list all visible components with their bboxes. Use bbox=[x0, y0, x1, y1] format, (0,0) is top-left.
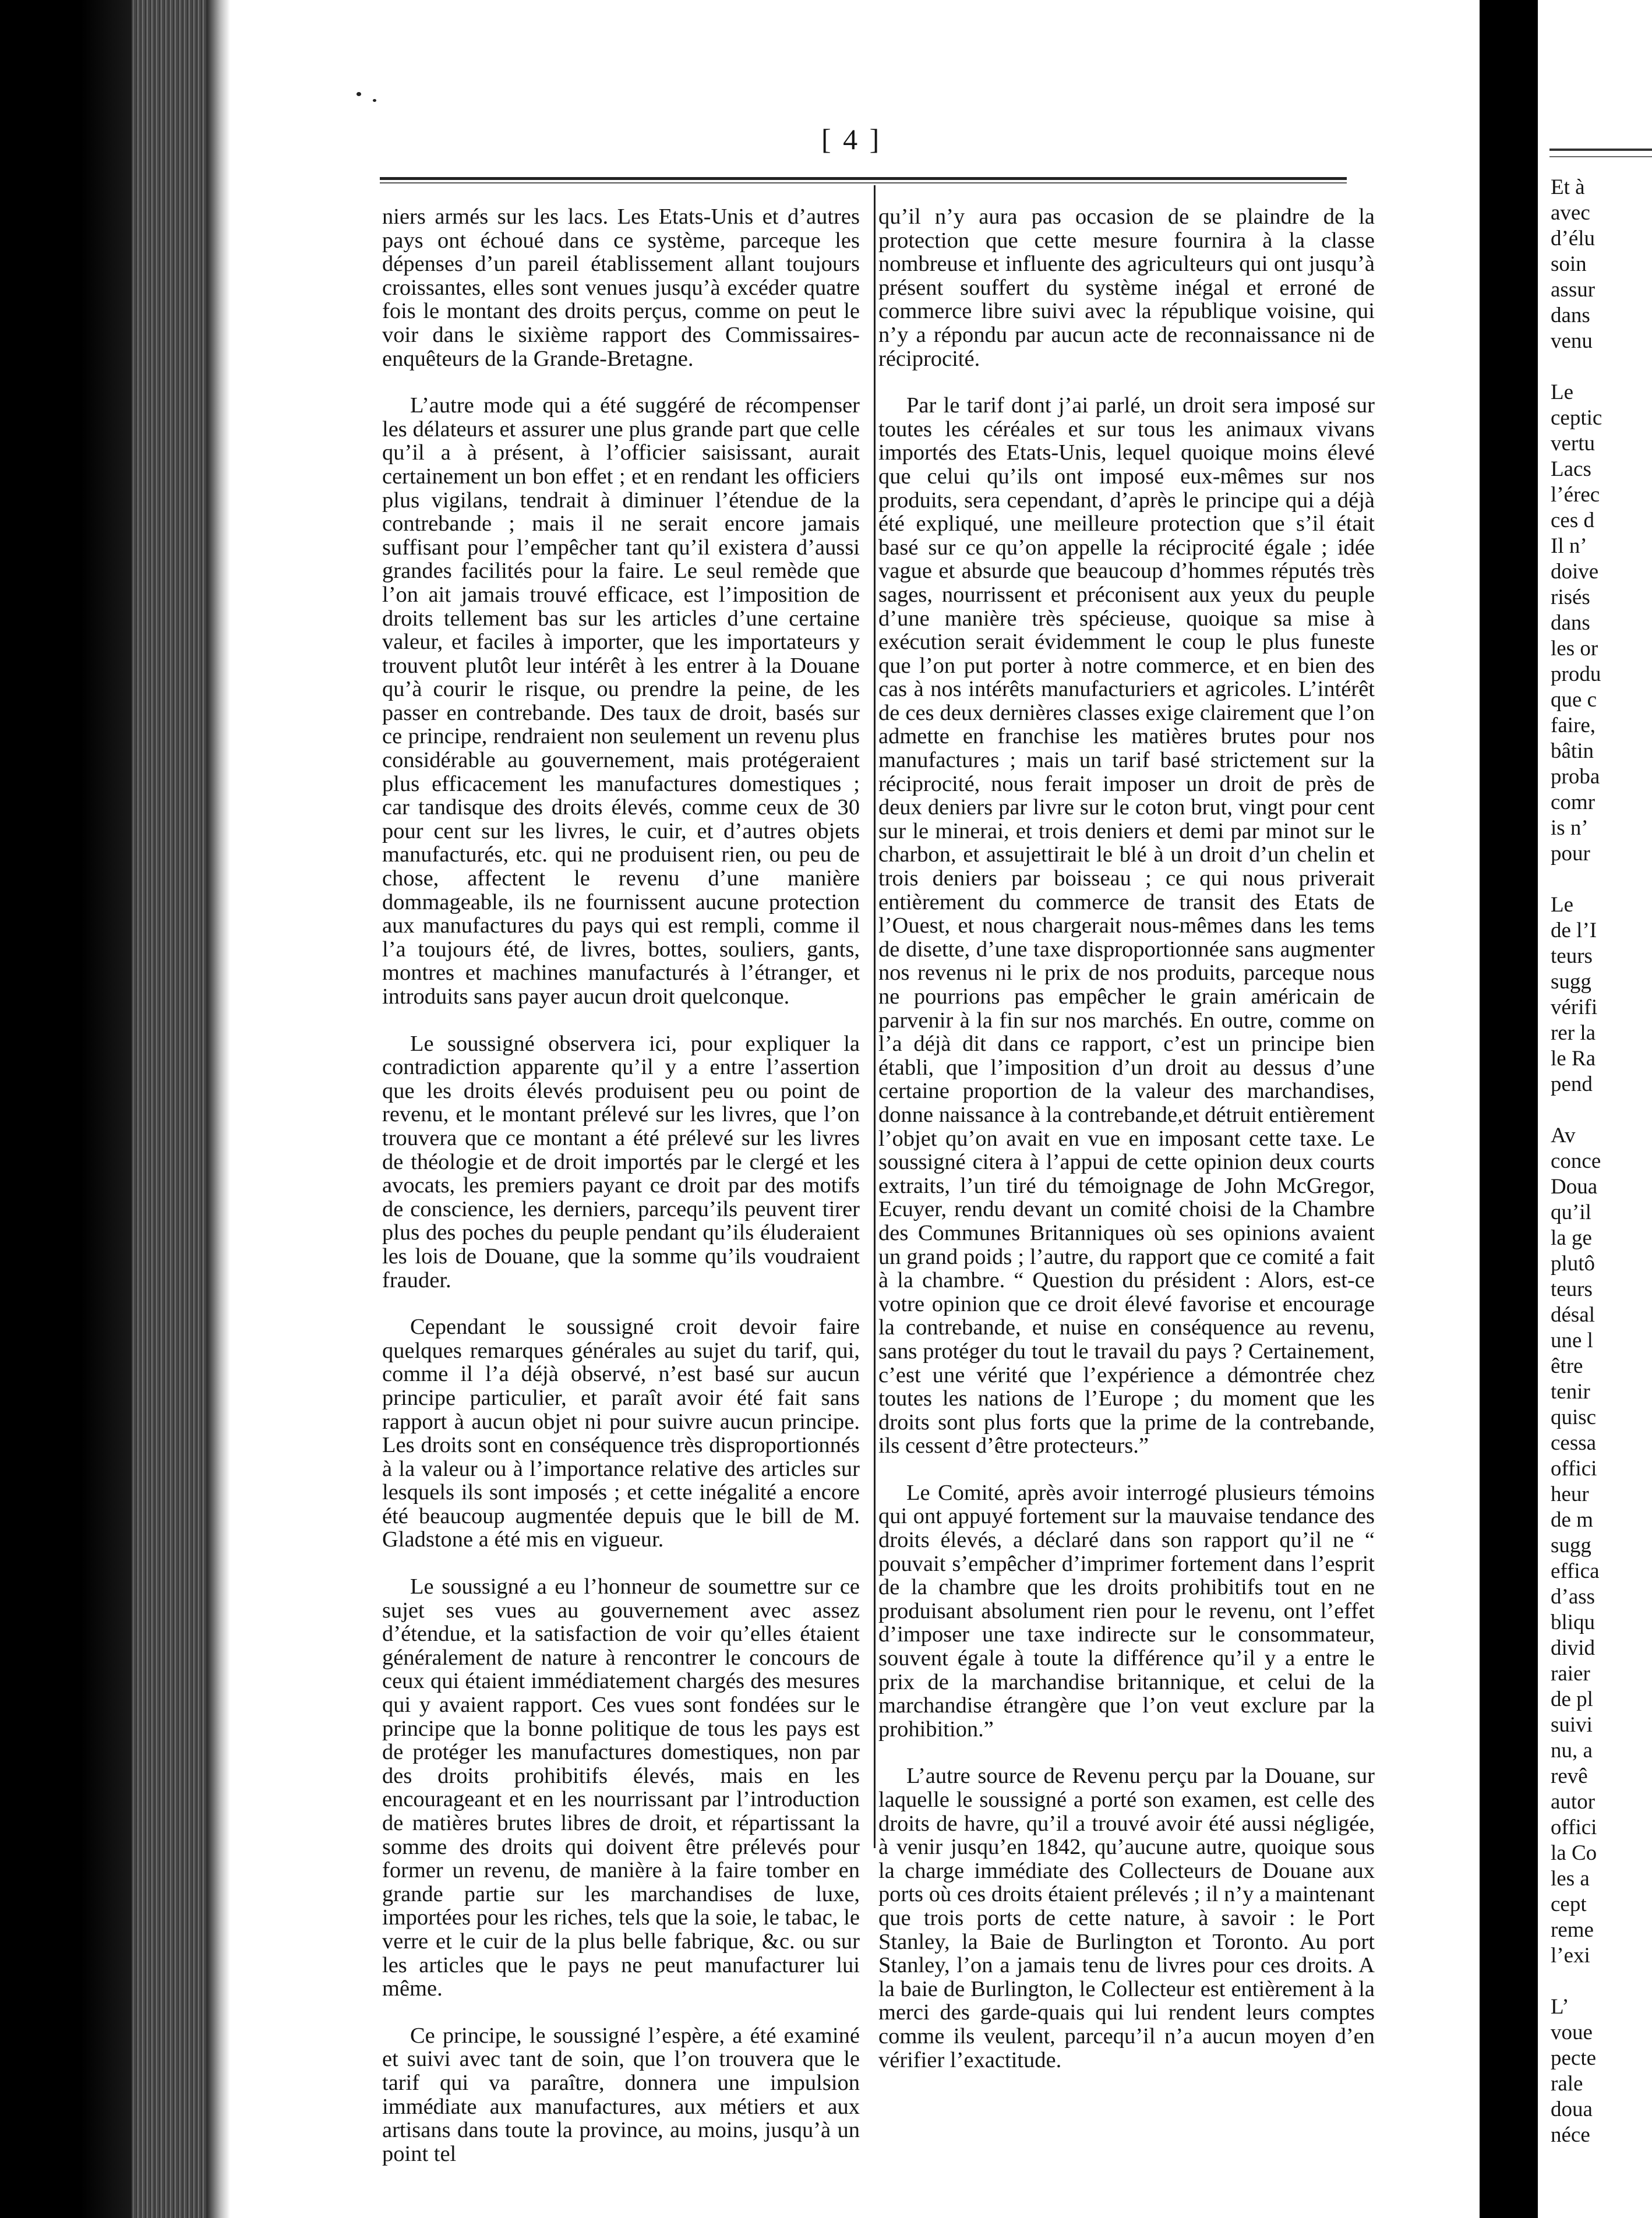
next-page-line: reme bbox=[1551, 1918, 1594, 1942]
next-page-line: désal bbox=[1551, 1303, 1595, 1327]
next-page-line: Il n’ bbox=[1551, 534, 1587, 558]
next-page-line: Doua bbox=[1551, 1175, 1598, 1199]
next-page-line: sugg bbox=[1551, 1534, 1591, 1557]
paragraph: L’autre mode qui a été suggéré de récompenser les délateurs et assurer une plus grande part que celle qu’il a à présent, à l’officier saisissant, aurait certainement un bon effet ; et en rendant les officiers plus vigilans, tendrait à diminuer l’étendue de la contrebande ; mais il ne serait encore jamais suffisant pour l’empêcher tant qu’il existera d’aussi grandes facilités pour la faire. Le seul remède que l’on ait jamais trouvé efficace, est l’imposition de droits tellement bas sur les articles d’une certaine valeur, et faciles à importer, que les importateurs y trouvent plutôt leur intérêt à les entrer à la Douane qu’à courir le risque, ou prendre la peine, de les passer en contrebande. Des taux de droit, basés sur ce principe, rendraient non seulement un revenu plus considérable au gouvernement, mais protégeraient plus efficacement les manufactures domestiques ; car tandisque des droits élevés, comme ceux de 30 pour cent sur les livres, le cuir, et d’autres objets manufacturés, etc. qui ne produisent rien, ou peu de chose, affectent le revenu d’une manière dommageable, ils ne fournissent aucune protection aux manufactures du pays qui est rempli, comme il l’a toujours été, de livres, bottes, souliers, gants, montres et machines manufacturés à l’étranger, et introduits sans payer aucun droit quelconque. bbox=[382, 393, 860, 1009]
next-page-line: teurs bbox=[1551, 944, 1593, 968]
next-page-line: d’ass bbox=[1551, 1585, 1595, 1609]
next-page-line: néce bbox=[1551, 2123, 1590, 2147]
next-page-line: Av bbox=[1551, 1124, 1576, 1147]
next-page-line: cessa bbox=[1551, 1431, 1597, 1455]
page-number: [ 4 ] bbox=[821, 123, 882, 156]
paragraph: L’autre source de Revenu perçu par la Douane, sur laquelle le soussigné a porté son examen, est celle des droits de havre, qu’il a trouvé avoir été aussi négligée, à venir jusqu’en 1842, qu’aucune autre, quoique sous la charge immédiate des Collecteurs de Douane aux ports où ces droits étaient prélevés ; il n’y a maintenant que trois ports de cette nature, à savoir : le Port Stanley, la Baie de Burlington et Toronto. Au port Stanley, l’on a jamais tenu de livres pour ces droits. A la baie de Burlington, le Collecteur est entièrement à la merci des garde-quais qui lui rendent leurs comptes comme ils veulent, parcequ’il n’a aucun moyen d’en vérifier l’exactitude. bbox=[878, 1764, 1375, 2072]
next-page-line: de pl bbox=[1551, 1687, 1593, 1711]
next-page-line: revê bbox=[1551, 1764, 1588, 1788]
next-page-line: dans bbox=[1551, 611, 1590, 635]
next-page-line: effica bbox=[1551, 1559, 1600, 1583]
header-rule bbox=[380, 177, 1347, 180]
next-page-line: de l’I bbox=[1551, 919, 1597, 942]
paragraph: Cependant le soussigné croit devoir faire quelques remarques générales au sujet du tarif, qui, comme il l’a déjà observé, n’est basé sur aucun principe particulier, et paraît avoir été fait sans rapport à aucun objet ni pour suivre aucun principe. Les droits sont en conséquence très disproportionnés à la valeur ou à l’importance relative des articles sur lesquels ils sont imposés ; et cette inégalité a encore été beaucoup augmentée depuis que le bill de M. Gladstone a été mis en vigueur. bbox=[382, 1315, 860, 1552]
next-page-line: pend bbox=[1551, 1072, 1593, 1096]
next-page-line: pour bbox=[1551, 842, 1590, 866]
next-page-line: que c bbox=[1551, 688, 1597, 712]
next-page-line: divid bbox=[1551, 1636, 1595, 1660]
next-page-line: vérifi bbox=[1551, 995, 1598, 1019]
next-page-line: offici bbox=[1551, 1816, 1597, 1839]
next-page-line: vertu bbox=[1551, 432, 1595, 455]
next-page-line: voue bbox=[1551, 2021, 1593, 2044]
next-page-rule-thin bbox=[1549, 156, 1652, 157]
next-page-line: la Co bbox=[1551, 1841, 1597, 1865]
scan-speck bbox=[373, 99, 376, 102]
next-page-line: avec bbox=[1551, 201, 1590, 225]
next-page-line: l’exi bbox=[1551, 1944, 1590, 1968]
next-page-line: nu, a bbox=[1551, 1739, 1593, 1763]
next-page-line: cept bbox=[1551, 1892, 1587, 1916]
next-page-line: soin bbox=[1551, 252, 1587, 276]
next-page-line: is n’ bbox=[1551, 816, 1589, 840]
scan-border-right bbox=[1480, 0, 1538, 2218]
next-page-line: teurs bbox=[1551, 1277, 1593, 1301]
left-column bbox=[382, 205, 860, 2189]
next-page-line: proba bbox=[1551, 765, 1600, 789]
scan-border-left bbox=[0, 0, 134, 2218]
next-page-line: l’érec bbox=[1551, 483, 1600, 507]
next-page-line: plutô bbox=[1551, 1252, 1595, 1276]
next-page-line: conce bbox=[1551, 1149, 1601, 1173]
next-page-line: L’ bbox=[1551, 1995, 1569, 2019]
paragraph: Ce principe, le soussigné l’espère, a été examiné et suivi avec tant de soin, que l’on trouvera que le tarif qui va paraître, donnera une impulsion immédiate aux manufactures, aux métiers et aux artisans dans toute la province, au moins, jusqu’à un point tel bbox=[382, 2023, 860, 2166]
paragraph: Le Comité, après avoir interrogé plusieurs témoins qui ont appuyé fortement sur la mauvaise tendance des droits élevés, a déclaré dans son rapport qu’il ne “ pouvait s’empêcher d’imprimer fortement dans l’esprit de la chambre que les droits prohibitifs tout en ne produisant absolument rien pour le revenu, ont l’effet d’imposer une taxe indirecte sur le consommateur, souvent égale à toute la différence qu’il y a entre le prix de la marchandise britannique, et celui de la marchandise étrangère que l’on veut exclure par la prohibition.” bbox=[878, 1480, 1375, 1742]
next-page-line: comr bbox=[1551, 790, 1595, 814]
next-page-line: doua bbox=[1551, 2097, 1593, 2121]
column-separator bbox=[874, 185, 876, 1848]
next-page-line: rer la bbox=[1551, 1021, 1596, 1045]
next-page-line: autor bbox=[1551, 1790, 1595, 1814]
next-page-line: les or bbox=[1551, 637, 1598, 661]
next-page-line: bliqu bbox=[1551, 1610, 1595, 1634]
book-page-edges bbox=[131, 0, 213, 2218]
paragraph: qu’il n’y aura pas occasion de se plaindre de la protection que cette mesure fournira à la classe nombreuse et influente des agriculteurs qui ont jusqu’à présent souffert du système inégal et erroné de commerce libre suivi avec la république voisine, qui n’y a répondu par aucun acte de reconnaissance ni de réciprocité. bbox=[878, 204, 1375, 371]
header-rule-thin bbox=[380, 182, 1347, 183]
paragraph: Par le tarif dont j’ai parlé, un droit sera imposé sur toutes les céréales et sur tous les animaux vivans importés des Etats-Unis, lequel quoique moins élevé que celui qu’ils ont imposé eux-mêmes sur nos produits, sera cependant, d’après le principe qui a déjà été expliqué, une meilleure protection que s’il était basé sur ce qu’on appelle la réciprocité égale ; idée vague et absurde que beaucoup d’hommes réputés très sages, nourrissent et préconisent aux yeux du peuple d’une manière très spécieuse, quoique sa mise à exécution serait évidemment le coup le plus funeste que l’on put porter à notre commerce, et en bien des cas à nos intérêts manufacturiers et agricoles. L’intérêt de ces deux dernières classes exige clairement que l’on admette en franchise les matières brutes pour nos manufactures ; mais un tarif basé strictement sur la réciprocité, nous ferait imposer un droit de près de deux deniers par livre sur le coton brut, vingt pour cent sur le minerai, et trois deniers et demi par minot sur le charbon, et assujettirait le blé à un droit d’un chelin et trois deniers par boisseau ; ce qui nous priverait entièrement du commerce de transit des Etats de l’Ouest, et nous chargerait nous-mêmes dans les tems de disette, d’une taxe disproportionnée sans augmenter nos revenus ni le prix de nos produits, parceque nous ne pourrions pas empêcher le grain américain de parvenir à la fin sur nos marchés. En outre, comme on l’a déjà dit dans ce rapport, c’est un principe bien établi, que l’imposition d’un droit au dessus d’une certaine proportion de la valeur des marchandises, donne naissance à la contrebande,et détruit entièrement l’objet qu’on avait en vue en imposant cette taxe. Le soussigné citera à l’appui de cette opinion deux courts extraits, l’un tiré du témoignage de John McGregor, Ecuyer, rendu devant un comité choisi de la Chambre des Communes Britanniques où ses opinions avaient un grand poids ; l’autre, du rapport que ce comité a fait à la chambre. “ Question du président : Alors, est-ce votre opinion que ce droit élevé favorise et encourage la contrebande, et nuise en conséquence au revenu, sans protéger du tout le travail du pays ? Certainement, c’est une vérité que l’expérience a démontrée chez toutes les nations de l’Europe ; du moment que les droits sont plus forts que la prime de la contrebande, ils cessent d’être protecteurs.” bbox=[878, 393, 1375, 1458]
scan-speck bbox=[356, 92, 361, 96]
right-column bbox=[878, 205, 1375, 2095]
next-page-line: une l bbox=[1551, 1329, 1593, 1352]
next-page-line: tenir bbox=[1551, 1380, 1590, 1404]
next-page-line: raier bbox=[1551, 1662, 1590, 1686]
next-page-line: faire, bbox=[1551, 714, 1596, 737]
gutter-shadow bbox=[207, 0, 230, 2218]
next-page-line: la ge bbox=[1551, 1226, 1592, 1250]
next-page-line: Et à bbox=[1551, 175, 1585, 199]
next-page-line: rale bbox=[1551, 2072, 1583, 2096]
next-page-line: dans bbox=[1551, 303, 1590, 327]
next-page-line: ceptic bbox=[1551, 406, 1602, 430]
next-page-line: doive bbox=[1551, 560, 1599, 584]
next-page-line: ces d bbox=[1551, 508, 1594, 532]
next-page-line: risés bbox=[1551, 585, 1590, 609]
next-page-line: quisc bbox=[1551, 1405, 1597, 1429]
next-page-line: Le bbox=[1551, 893, 1574, 917]
next-page-line: qu’il bbox=[1551, 1200, 1591, 1224]
next-page-line: les a bbox=[1551, 1867, 1590, 1891]
next-page-line: Le bbox=[1551, 380, 1574, 404]
next-page-line: assur bbox=[1551, 278, 1595, 302]
next-page-line: de m bbox=[1551, 1508, 1593, 1532]
next-page-line: bâtin bbox=[1551, 739, 1594, 763]
next-page-line: offici bbox=[1551, 1457, 1597, 1481]
next-page-rule bbox=[1549, 149, 1652, 151]
next-page-line: venu bbox=[1551, 329, 1593, 353]
next-page-line: produ bbox=[1551, 662, 1601, 686]
paragraph: Le soussigné observera ici, pour expliquer la contradiction apparente qu’il y a entre l’assertion que les droits élevés produisent peu ou point de revenu, et le montant prélevé sur les livres, que l’on trouvera que ce montant a été prélevé sur les livres de théologie et de droit importés par le clergé et les avocats, les premiers payant ce droit par des motifs de conscience, les derniers, parcequ’ils peuvent tirer plus des poches du peuple pendant qu’ils éluderaient les lois de Douane, que la somme qu’ils voudraient frauder. bbox=[382, 1031, 860, 1292]
next-page-line: pecte bbox=[1551, 2046, 1597, 2070]
next-page-line: d’élu bbox=[1551, 227, 1595, 250]
next-page-line: suivi bbox=[1551, 1713, 1593, 1737]
paragraph: niers armés sur les lacs. Les Etats-Unis et d’autres pays ont échoué dans ce système, parceque les dépenses d’un pareil établissement allant toujours croissantes, elles sont venues jusqu’à excéder quatre fois le montant des droits perçus, comme on peut le voir dans le sixième rapport des Commissaires-enquêteurs de la Grande-Bretagne. bbox=[382, 204, 860, 371]
next-page-line: le Ra bbox=[1551, 1047, 1596, 1071]
next-page-line: heur bbox=[1551, 1482, 1589, 1506]
next-page-line: être bbox=[1551, 1354, 1583, 1378]
next-page-line: sugg bbox=[1551, 970, 1591, 994]
next-page-line: Lacs bbox=[1551, 457, 1591, 481]
next-page-fragment bbox=[1538, 0, 1652, 2218]
paragraph: Le soussigné a eu l’honneur de soumettre sur ce sujet ses vues au gouvernement avec assez d’étendue, et la satisfaction de voir qu’elles étaient généralement de nature à rencontrer le concours de ceux qui étaient immédiatement chargés des mesures qui y avaient rapport. Ces vues sont fondées sur le principe que la bonne politique de tous les pays est de protéger les manufactures domestiques, non par des droits prohibitifs élevés, mais en les encourageant et en les nourrissant par l’introduction de matières brutes libres de droit, et répartissant la somme des droits qui doivent être prélevés pour former un revenu, de manière à la faire tomber en grande partie sur les marchandises de luxe, importées pour les riches, tels que la soie, le tabac, le verre et le cuir de la plus belle fabrique, &c. ou sur les articles que le pays ne peut manufacturer lui même. bbox=[382, 1574, 860, 2001]
